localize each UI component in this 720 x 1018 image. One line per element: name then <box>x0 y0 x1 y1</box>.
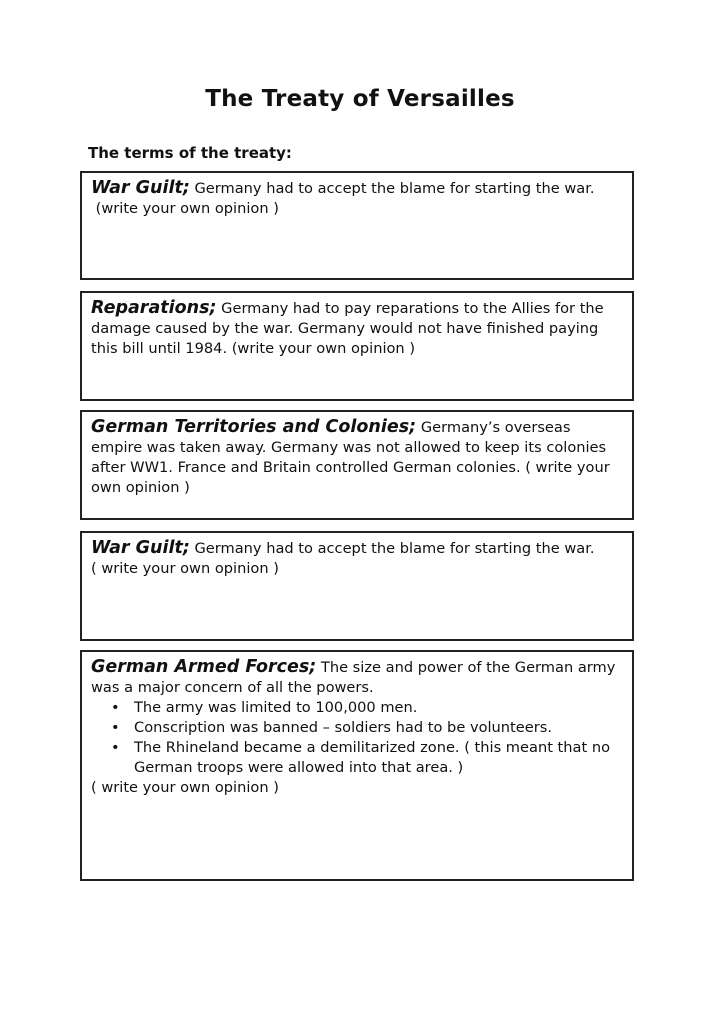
bullet-text: The Rhineland became a demilitarized zone. ( this meant that no German troops were allowed into that area. ) <box>134 739 611 776</box>
bullet-text: The army was limited to 100,000 men. <box>134 699 418 716</box>
term-paragraph <box>91 417 622 498</box>
term-box-territories <box>80 410 634 520</box>
term-box-armed-forces <box>80 650 634 881</box>
term-description: Germany had to accept the blame for starting the war. <box>189 540 595 557</box>
bullet-item <box>109 698 622 718</box>
bullet-icon: • <box>111 739 120 756</box>
bullet-list <box>91 698 622 778</box>
opinion-prompt: ( write your own opinion ) <box>91 560 279 577</box>
term-paragraph <box>91 657 622 698</box>
term-title: War Guilt; <box>91 538 190 558</box>
term-title: War Guilt; <box>91 178 190 198</box>
bullet-item <box>109 718 622 738</box>
page-title: The Treaty of Versailles <box>205 86 515 112</box>
opinion-prompt: (write your own opinion ) <box>91 200 279 217</box>
subheading: The terms of the treaty: <box>88 144 292 162</box>
term-title: German Territories and Colonies; <box>91 417 417 437</box>
term-description: Germany had to pay reparations to the Allies for the damage caused by the war. Germany would not have finished paying this bill until 1984. (write your own opinion ) <box>91 300 604 357</box>
term-paragraph <box>91 178 622 199</box>
term-box-war-guilt-2 <box>80 531 634 641</box>
bullet-item <box>109 738 622 778</box>
bullet-icon: • <box>111 699 120 716</box>
opinion-prompt: ( write your own opinion ) <box>91 779 279 796</box>
term-paragraph <box>91 538 622 559</box>
term-title: Reparations; <box>91 298 217 318</box>
term-description: The size and power of the German army was a major concern of all the powers. <box>91 659 616 696</box>
bullet-icon: • <box>111 719 120 736</box>
term-description: Germany had to accept the blame for starting the war. <box>189 180 595 197</box>
term-paragraph <box>91 298 622 359</box>
term-box-war-guilt <box>80 171 634 280</box>
bullet-text: Conscription was banned – soldiers had to be volunteers. <box>134 719 552 736</box>
term-box-reparations <box>80 291 634 401</box>
term-title: German Armed Forces; <box>91 657 317 677</box>
term-description: Germany’s overseas empire was taken away. Germany was not allowed to keep its colonies after WW1. France and Britain controlled German colonies. ( write your own opinion ) <box>91 419 610 496</box>
